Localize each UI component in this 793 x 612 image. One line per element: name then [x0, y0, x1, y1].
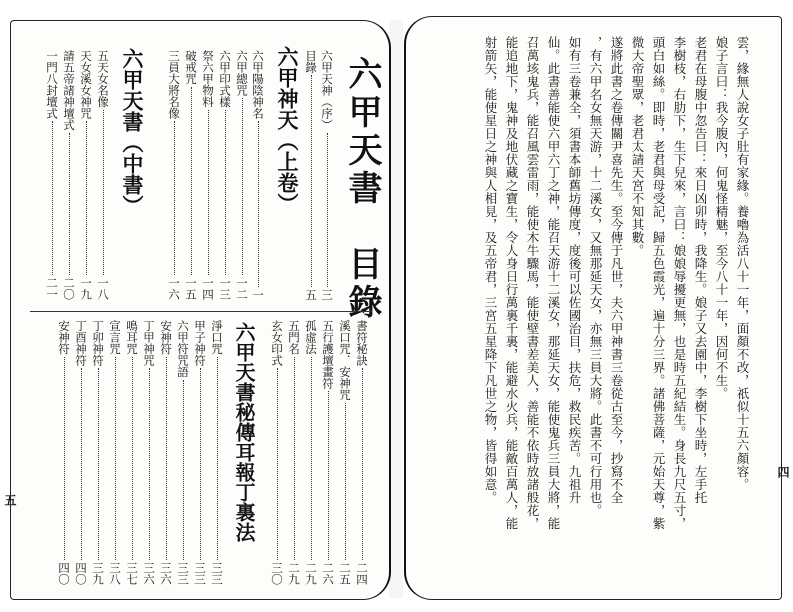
toc-entry: 六甲印式樣 一三 — [218, 50, 232, 300]
section-divider — [30, 311, 372, 312]
toc-entry: 一門八封壇式 二一 — [45, 50, 59, 300]
left-page-number: 五 — [3, 494, 17, 506]
body-column: 李樹枝，右肋下，生下兒來，言曰：娘娘辱擾更無，也是時五紀結生。身長九尺五寸， — [672, 36, 687, 530]
toc-entry: 目錄 五 — [304, 50, 318, 300]
toc-entry: 安神符 三六 — [159, 320, 173, 585]
toc-entry: 孤虛法 二九 — [304, 320, 318, 585]
body-column: 雲，緣無人說女子肚有家緣。養嚕為活八十一年，面顏不改，祇似十五六顏容。 — [735, 36, 750, 491]
toc-entry: 丁酉神符 四〇 — [74, 320, 88, 585]
body-column: 能追地下，鬼神及地伏藏之寶生，令人身日行萬裏千裏，能避水火兵，能敵百萬人，能 — [504, 36, 519, 530]
toc-entry: 六甲總咒 一二 — [235, 50, 249, 300]
toc-entry: 五天女名像 一八 — [96, 50, 110, 300]
upper-volume-heading: 六甲神天（上卷） — [275, 46, 299, 214]
toc-entry: 六甲符咒語 三三 — [176, 320, 190, 585]
toc-entry: 祭六甲物料 一四 — [201, 50, 215, 300]
body-column: 如有三卷兼全，須書本師舊坊傳度，度後可以佐國治目，扶危，救民疾苦。九祖升 — [567, 36, 582, 504]
toc-entry: 溪口咒．安神咒 二五 — [338, 320, 352, 585]
toc-entry: 請五帝諸神壇式 二〇 — [62, 50, 76, 300]
body-column: 射箭矢，能使星日之神與人相見，及五帝君，三宮五星降下凡世之物，皆得如意。 — [483, 36, 498, 504]
toc-entry: 宣言咒 三八 — [108, 320, 122, 585]
toc-entry: 三員大將名像 一六 — [167, 50, 181, 300]
book-gutter — [389, 20, 403, 598]
toc-entry: 玄女印式 三〇 — [270, 320, 284, 585]
toc-entry: 六甲陽陰神名 一 — [251, 50, 265, 300]
body-column: 娘子言曰：我今腹內，何鬼怪精魅，至今八十一年，因何不生。 — [714, 36, 729, 400]
middle-volume-heading: 六甲天書（中書） — [120, 48, 144, 216]
body-column: 仙。此書善能使六甲六丁之神，能召天游十二溪女，那延天女，能使鬼兵三員大將，能 — [546, 36, 561, 530]
toc-entry: 丁甲神咒 三六 — [142, 320, 156, 585]
toc-title: 六甲天書 目錄 — [342, 56, 382, 322]
right-page-number: 四 — [776, 466, 790, 478]
body-column: ，有六甲名女無天游，十二溪女，又無那延天女，亦無三員大將。此書不可行用也。 — [588, 36, 603, 517]
body-column: 微大帝聖眾，老君太請天宮不知其數。 — [630, 36, 645, 257]
toc-entry: 丁卯神符 三九 — [91, 320, 105, 585]
toc-entry: 破戒咒 一五 — [184, 50, 198, 300]
body-column: 召萬垓鬼兵，能召風雲雷雨，能使木牛驟馬，能使壁書差美人，善能不依時放諸般花， — [525, 36, 540, 530]
secret-section-heading: 六甲天書秘傳耳報丁裏法 — [232, 322, 256, 542]
toc-entry: 淨口咒 三三 — [210, 320, 224, 585]
toc-entry: 天女溪女神咒 一九 — [79, 50, 93, 300]
body-column: 頭白如絲。即時，老君與母受記，歸五色霞光，遍十分三界。諸佛菩薩，元始天尊，紫 — [651, 36, 666, 530]
body-column: 老君在母腹中忽告曰：來日凶卯時，我降生。娘子又去園中，李樹下坐時，左手托 — [693, 36, 708, 504]
toc-entry: 安神符 四〇 — [57, 320, 71, 585]
toc-entry: 鳴耳咒 三七 — [125, 320, 139, 585]
toc-entry: 甲子神符 三三 — [193, 320, 207, 585]
toc-entry: 五行護壇畫符 二六 — [321, 320, 335, 585]
toc-entry: 六甲天神（序） 三 — [320, 50, 334, 300]
body-column: 遂將此書之卷傳關尹喜先生。至今傳于凡世，夫六甲神書三卷從古至今，抄寫不全 — [609, 36, 624, 504]
toc-entry: 五門名 二九 — [287, 320, 301, 585]
toc-entry: 書符秘訣 二四 — [355, 320, 369, 585]
